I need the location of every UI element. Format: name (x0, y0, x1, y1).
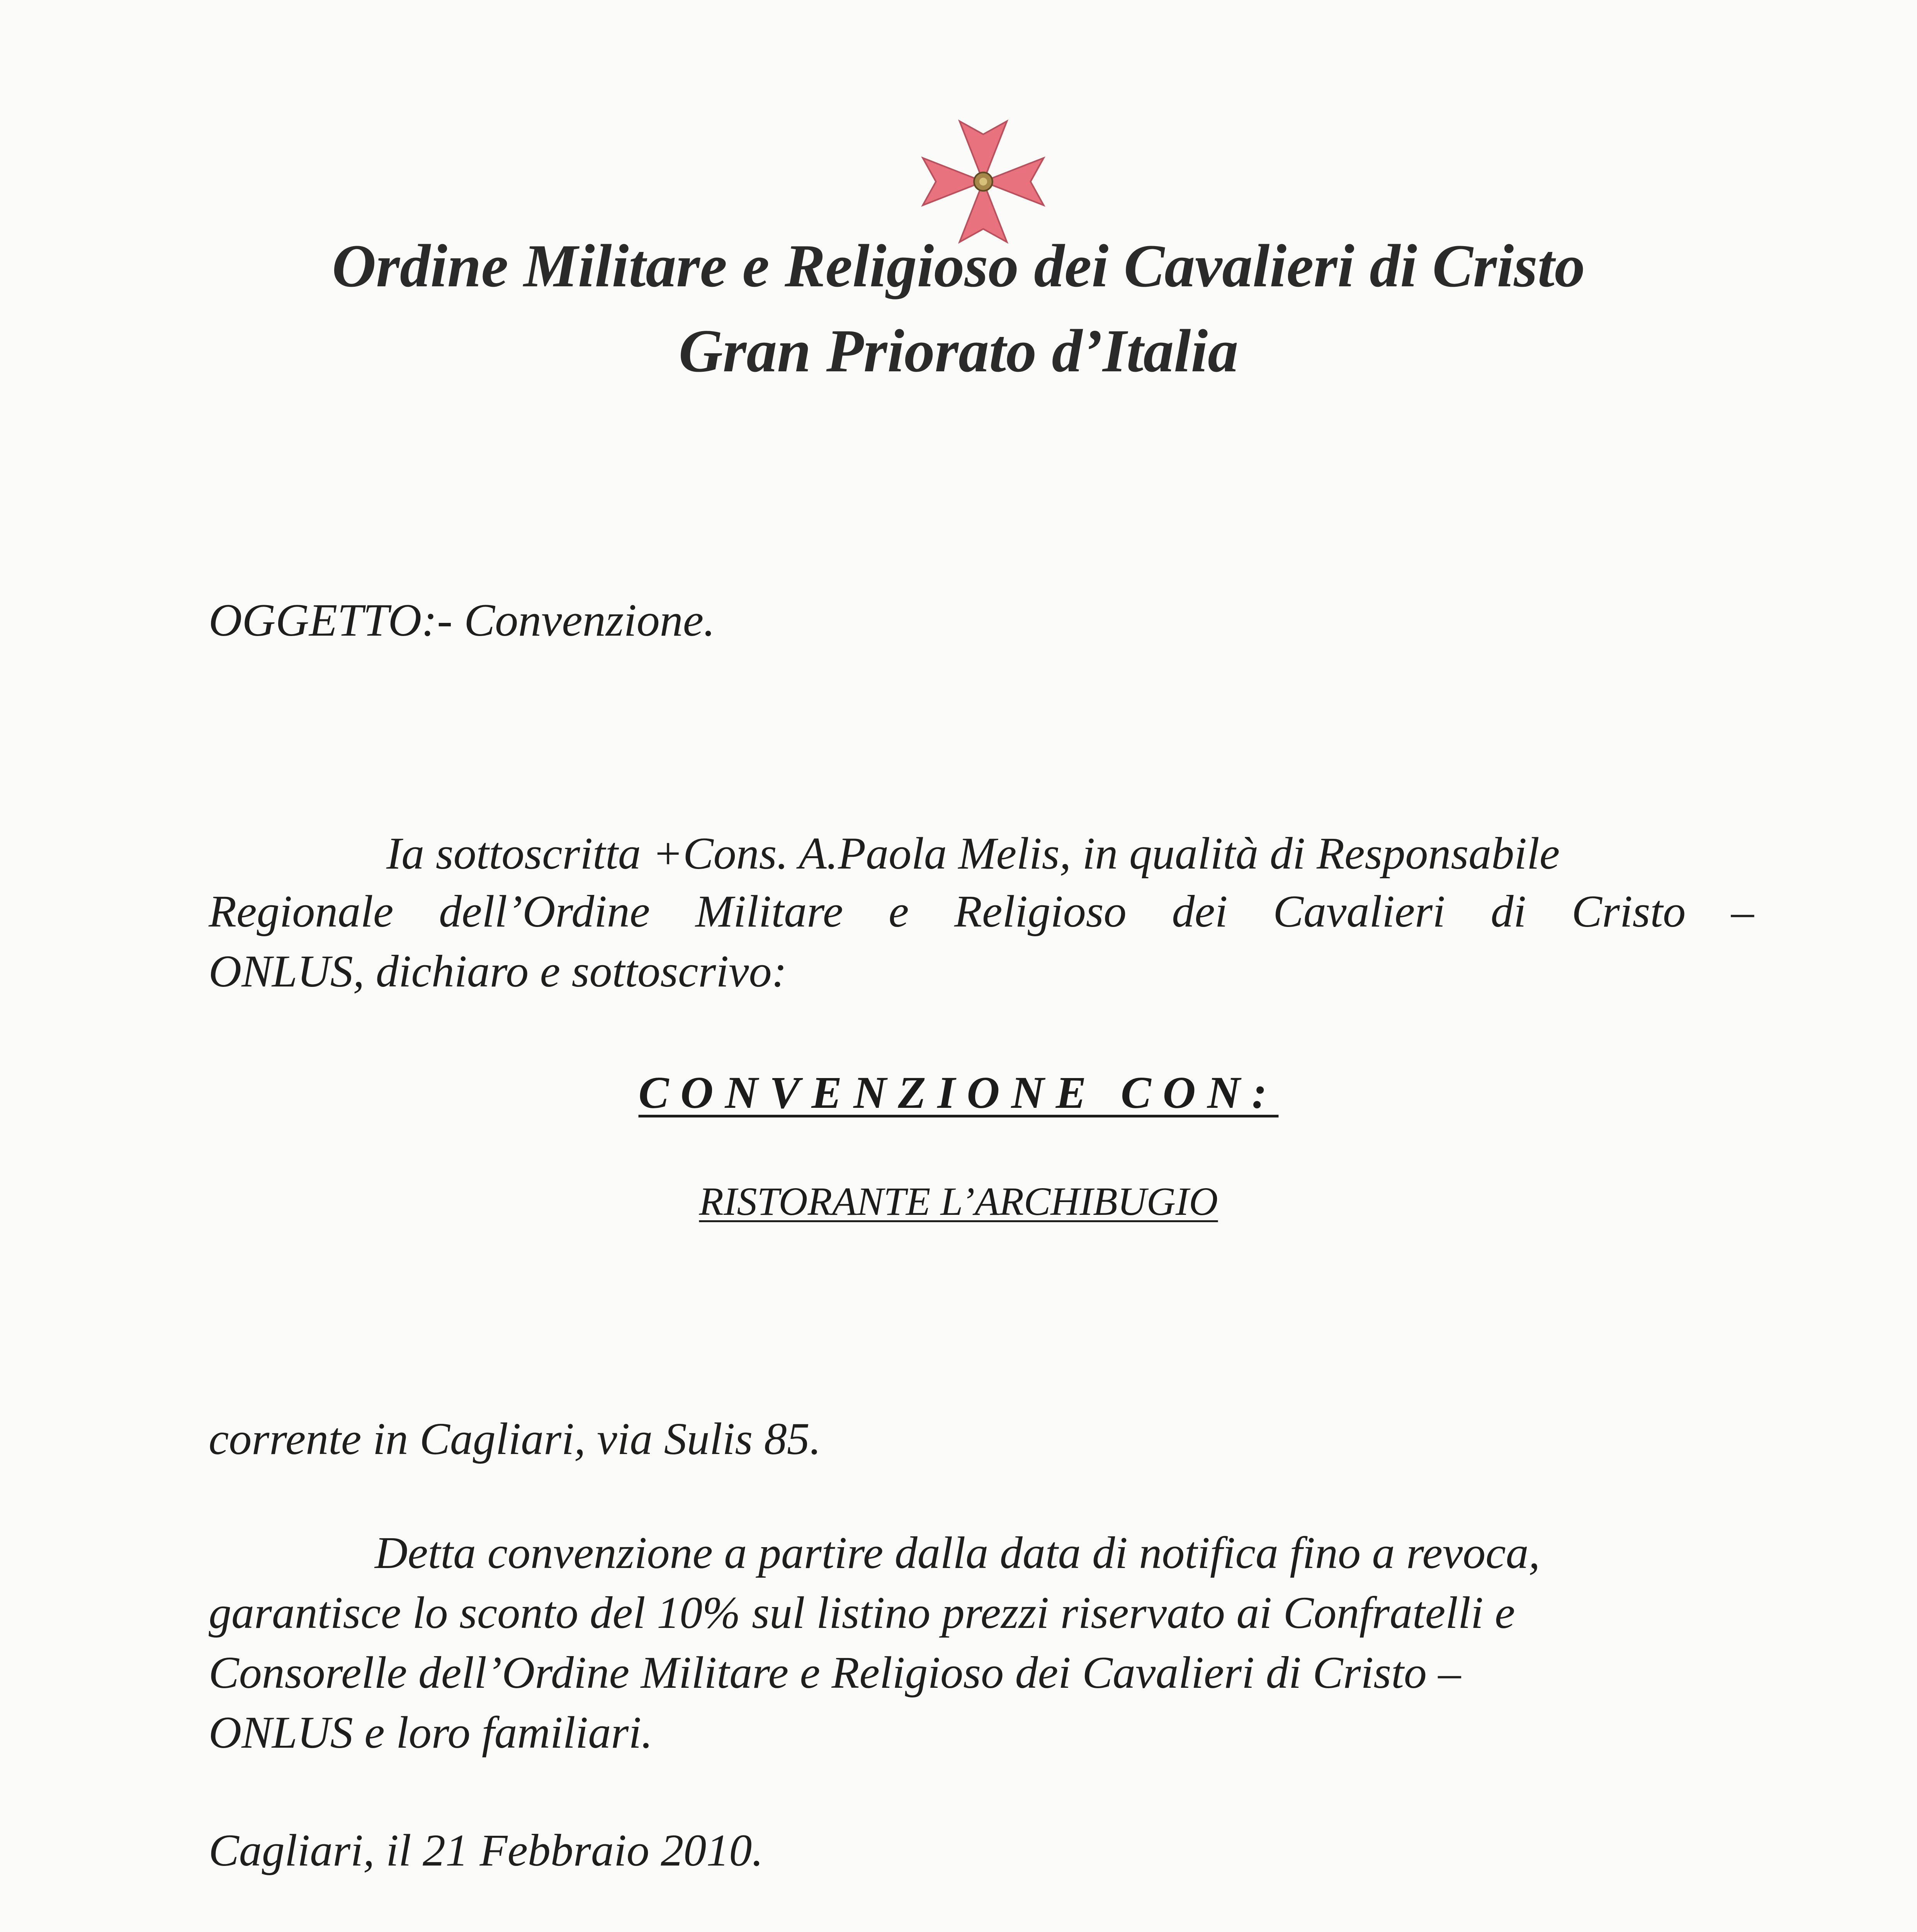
top-cross-icon (918, 116, 1049, 247)
header-title-line1: Ordine Militare e Religioso dei Cavalieri di Cristo (332, 232, 1585, 300)
word: Militare (695, 886, 843, 937)
word: Regionale (209, 886, 394, 937)
date-place: Cagliari, il 21 Febbraio 2010. (209, 1825, 763, 1876)
word: Cristo (1572, 886, 1686, 937)
terms-line1: Detta convenzione a partire dalla data di notifica fino a revoca, (375, 1527, 1540, 1578)
declaration-line3: ONLUS, dichiaro e sottoscrivo: (209, 946, 787, 997)
location-line: corrente in Cagliari, via Sulis 85. (209, 1413, 821, 1464)
word: Cavalieri (1273, 886, 1445, 937)
word: dei (1172, 886, 1228, 937)
word: e (888, 886, 909, 937)
word: di (1490, 886, 1526, 937)
terms-line4: ONLUS e loro familiari. (209, 1707, 653, 1758)
word: – (1731, 886, 1754, 937)
restaurant-name: RISTORANTE L’ARCHIBUGIO (699, 1179, 1218, 1224)
terms-line2: garantisce lo sconto del 10% sul listino prezzi riservato ai Confratelli e (209, 1587, 1515, 1638)
convention-heading: CONVENZIONE CON: (638, 1067, 1279, 1118)
word: Religioso (954, 886, 1127, 937)
word: dell’Ordine (439, 886, 650, 937)
terms-line3: Consorelle dell’Ordine Militare e Religioso dei Cavalieri di Cristo – (209, 1647, 1461, 1698)
declaration-line2 (209, 886, 1754, 937)
header-title-line2: Gran Priorato d’Italia (678, 317, 1239, 385)
declaration-line1: Ia sottoscritta +Cons. A.Paola Melis, in qualità di Responsabile (386, 828, 1560, 879)
subject-line: OGGETTO:- Convenzione. (209, 594, 715, 646)
